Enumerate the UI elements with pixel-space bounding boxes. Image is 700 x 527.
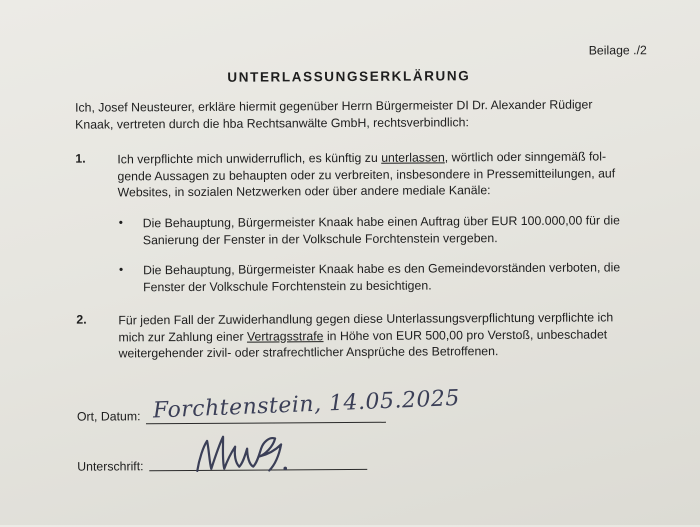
intro-paragraph xyxy=(75,97,593,133)
text-segment: Ich verpflichte mich unwiderruflich, es künftig zu xyxy=(117,150,382,167)
bullet-line: Die Behauptung, Bürgermeister Knaak habe es den Gemeindevorständen verboten, die xyxy=(143,260,621,278)
bullet-line: Die Behauptung, Bürgermeister Knaak habe einen Auftrag über EUR 100.000,00 für die xyxy=(142,213,620,231)
document-title: UNTERLASSUNGSERKLÄRUNG xyxy=(227,68,471,85)
item-2-line-2 xyxy=(118,326,613,346)
bullet-marker: • xyxy=(118,262,124,277)
signature-dot xyxy=(283,467,287,471)
bullet-item-2 xyxy=(143,259,620,295)
attachment-label: Beilage ./2 xyxy=(588,43,647,58)
underlined-term: Vertragsstrafe xyxy=(246,328,324,344)
item-1-line-2: gende Aussagen zu behaupten oder zu verbreiten, insbesondere in Pressemitteilungen, auf xyxy=(117,165,616,183)
bullet-marker: • xyxy=(118,215,123,230)
item-1-text xyxy=(117,148,615,201)
bullet-line: Sanierung der Fenster in der Volkschule Forchtenstein vergeben. xyxy=(142,230,498,247)
item-2-line-3: weitergehender zivil- oder strafrechtlicher Ansprüche des Betroffenen. xyxy=(118,344,499,361)
item-1-line-3: Websites, in sozialen Netzwerken oder über andere mediale Kanäle: xyxy=(117,183,491,200)
underlined-term: unterlassen xyxy=(381,150,445,165)
intro-line: Knaak, vertreten durch die hba Rechtsanwälte GmbH, rechtsverbindlich: xyxy=(75,114,469,132)
bullet-line: Fenster der Volkschule Forchtenstein zu besichtigen. xyxy=(143,278,432,294)
text-segment: in Höhe von EUR 500,00 pro Verstoß, unbeschadet xyxy=(323,326,608,343)
bullet-item-1 xyxy=(143,212,620,248)
item-2-line-1: Für jeden Fall der Zuwiderhandlung gegen diese Unterlassungsverpflichtung verpflichte ich xyxy=(118,310,614,328)
text-segment: , wörtlich oder sinngemäß fol- xyxy=(444,149,607,165)
intro-line: Ich, Josef Neusteurer, erkläre hiermit gegenüber Herrn Bürgermeister DI Dr. Alexander Rüdiger xyxy=(75,97,593,115)
signature-label: Unterschrift: xyxy=(77,459,144,474)
item-number-1: 1. xyxy=(75,151,86,166)
text-segment: mich zur Zahlung einer xyxy=(118,329,247,344)
signature-stroke xyxy=(197,436,281,471)
item-number-2: 2. xyxy=(76,312,87,327)
handwritten-signature xyxy=(189,424,299,482)
place-date-label: Ort, Datum: xyxy=(76,409,141,424)
place-date-handwriting: Forchtenstein, 14.05.2025 xyxy=(152,385,461,424)
item-2-text xyxy=(118,309,613,362)
